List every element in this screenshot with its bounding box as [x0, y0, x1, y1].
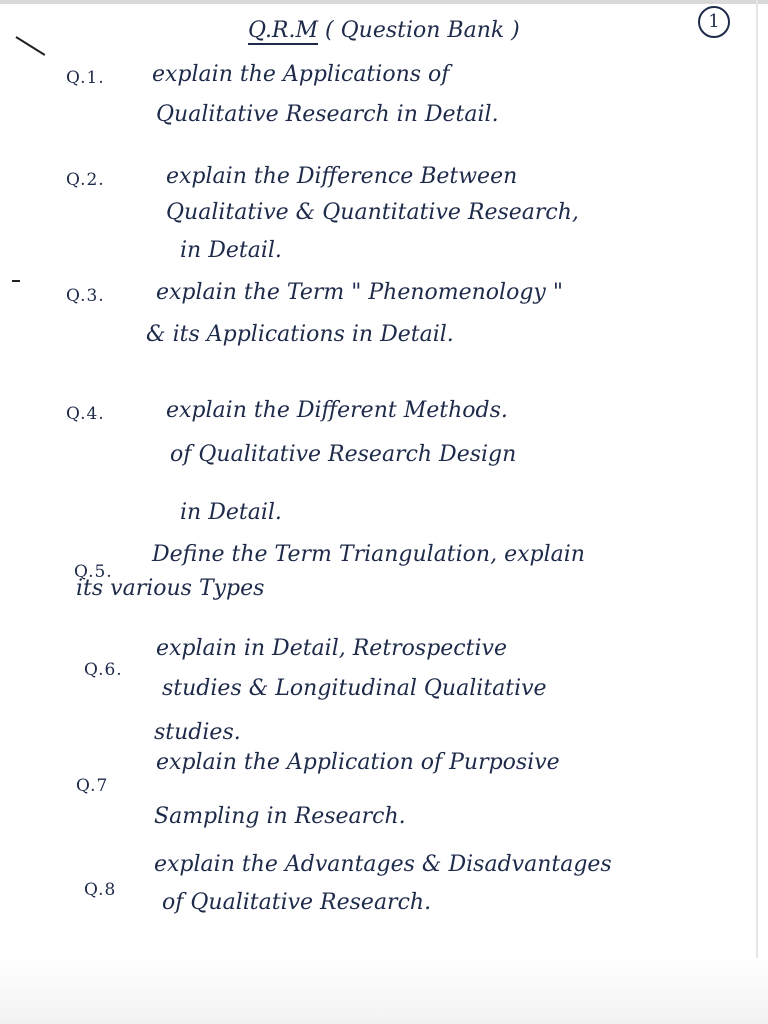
question-number: Q.6. [84, 660, 123, 680]
question-line: & its Applications in Detail. [146, 322, 454, 347]
question-line: explain the Difference Between [166, 164, 518, 189]
question-number: Q.4. [66, 404, 105, 424]
question-line: of Qualitative Research Design [170, 442, 517, 467]
page-title [248, 18, 520, 43]
question-line: Define the Term Triangulation, explain [152, 542, 585, 567]
question-line: studies. [154, 720, 241, 745]
question-line: explain the Different Methods. [166, 398, 508, 423]
question-line: of Qualitative Research. [162, 890, 432, 915]
question-line: explain in Detail, Retrospective [156, 636, 507, 661]
question-line: Sampling in Research. [154, 804, 406, 829]
question-line: Qualitative & Quantitative Research, [166, 200, 579, 225]
title-subtitle: ( Question Bank ) [325, 18, 520, 43]
pen-dash-mark [12, 280, 20, 282]
page-edge [756, 0, 758, 1024]
question-line: Qualitative Research in Detail. [156, 102, 499, 127]
question-line: in Detail. [180, 238, 282, 263]
question-number: Q.5. [74, 562, 113, 582]
page-number-badge: 1 [698, 6, 730, 38]
question-line: explain the Advantages & Disadvantages [154, 852, 612, 877]
page-bottom-shadow [0, 958, 768, 1024]
question-line: its various Types [76, 576, 265, 601]
question-line: explain the Application of Purposive [156, 750, 560, 775]
question-number: Q.3. [66, 286, 105, 306]
question-number: Q.7 [76, 776, 109, 796]
question-number: Q.2. [66, 170, 105, 190]
question-line: explain the Term " Phenomenology " [156, 280, 563, 305]
title-abbreviation: Q.R.M [248, 18, 319, 43]
pen-stroke-mark [15, 36, 45, 56]
question-number: Q.1. [66, 68, 105, 88]
question-number: Q.8 [84, 880, 117, 900]
question-line: in Detail. [180, 500, 282, 525]
question-line: explain the Applications of [152, 62, 450, 87]
top-rule [0, 0, 768, 4]
question-line: studies & Longitudinal Qualitative [162, 676, 547, 701]
